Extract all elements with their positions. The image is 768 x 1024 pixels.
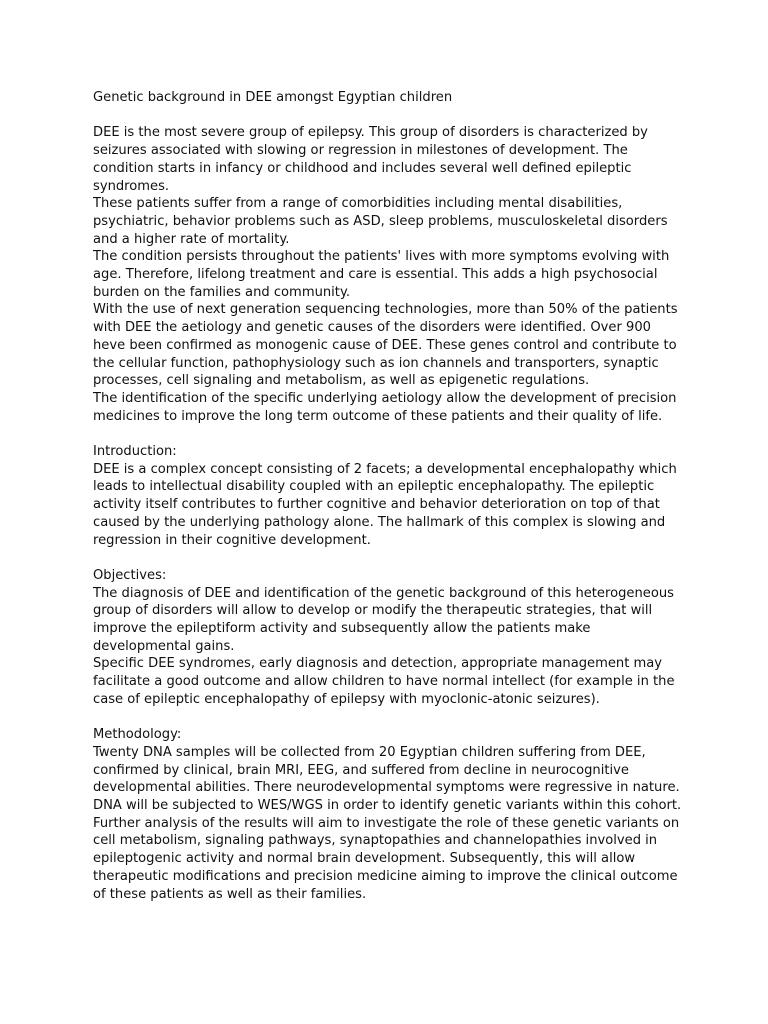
methodology-paragraph-2: DNA will be subjected to WES/WGS in order to identify genetic variants within this cohort. Further analysis of the results will aim to investigate the role of these genetic variants on cell metabolism, signaling pathways, synaptopathies and channelopathies involved in epileptogenic activity and normal brain development. Subsequently, this will allow therapeutic modifications and precision medicine aiming to improve the clinical outcome of these patients as well as their families. (93, 798, 682, 902)
methodology-paragraph-1: Twenty DNA samples will be collected from 20 Egyptian children suffering from DEE, confirmed by clinical, brain MRI, EEG, and suffered from decline in neurocognitive developmental abilities. There neurodevelopmental symptoms were regressive in nature. (93, 744, 680, 796)
abstract-paragraph-3: The condition persists throughout the patients' lives with more symptoms evolving with age. Therefore, lifelong treatment and care is essential. This adds a high psychosocial burden on the families and community. (93, 249, 670, 300)
objectives-paragraph-2: Specific DEE syndromes, early diagnosis and detection, appropriate management may facilitate a good outcome and allow children to have normal intellect (for example in the case of epileptic encephalopathy of epilepsy with myoclonic-atonic seizures). (93, 656, 675, 707)
introduction-paragraph-1: DEE is a complex concept consisting of 2 facets; a developmental encephalopathy which leads to intellectual disability coupled with an epileptic encephalopathy. The epileptic activity itself contributes to further cognitive and behavior deterioration on top of that caused by the underlying pathology alone. The hallmark of this complex is slowing and regression in their cognitive development. (93, 461, 677, 548)
abstract-paragraph-1: DEE is the most severe group of epilepsy. This group of disorders is characterized by seizures associated with slowing or regression in milestones of development. The condition starts in infancy or childhood and includes several well defined epileptic syndromes. (93, 125, 648, 194)
document-body (93, 89, 683, 903)
abstract-paragraph-2: These patients suffer from a range of comorbidities including mental disabilities, psychiatric, behavior problems such as ASD, sleep problems, musculoskeletal disorders and a higher rate of mortality. (93, 196, 668, 247)
abstract-paragraph-5: The identification of the specific underlying aetiology allow the development of precision medicines to improve the long term outcome of these patients and their quality of life. (93, 390, 677, 424)
objectives-heading: Objectives: (93, 567, 167, 583)
abstract-paragraph-4: With the use of next generation sequencing technologies, more than 50% of the patients with DEE the aetiology and genetic causes of the disorders were identified. Over 900 heve been confirmed as monogenic cause of DEE. These genes control and contribute to the cellular function, pathophysiology such as ion channels and transporters, synaptic processes, cell signaling and metabolism, as well as epigenetic regulations. (93, 302, 678, 389)
paragraph-gap (93, 549, 683, 567)
introduction-heading: Introduction: (93, 444, 177, 460)
paragraph-gap (93, 709, 683, 727)
paragraph-gap (93, 425, 683, 443)
document-title: Genetic background in DEE amongst Egyptian children (93, 90, 453, 105)
paragraph-gap (93, 107, 683, 125)
objectives-paragraph-1: The diagnosis of DEE and identification of the genetic background of this heterogeneous group of disorders will allow to develop or modify the therapeutic strategies, that will improve the epileptiform activity and subsequently allow the patients make developmental gains. (93, 585, 674, 654)
methodology-heading: Methodology: (93, 727, 182, 743)
